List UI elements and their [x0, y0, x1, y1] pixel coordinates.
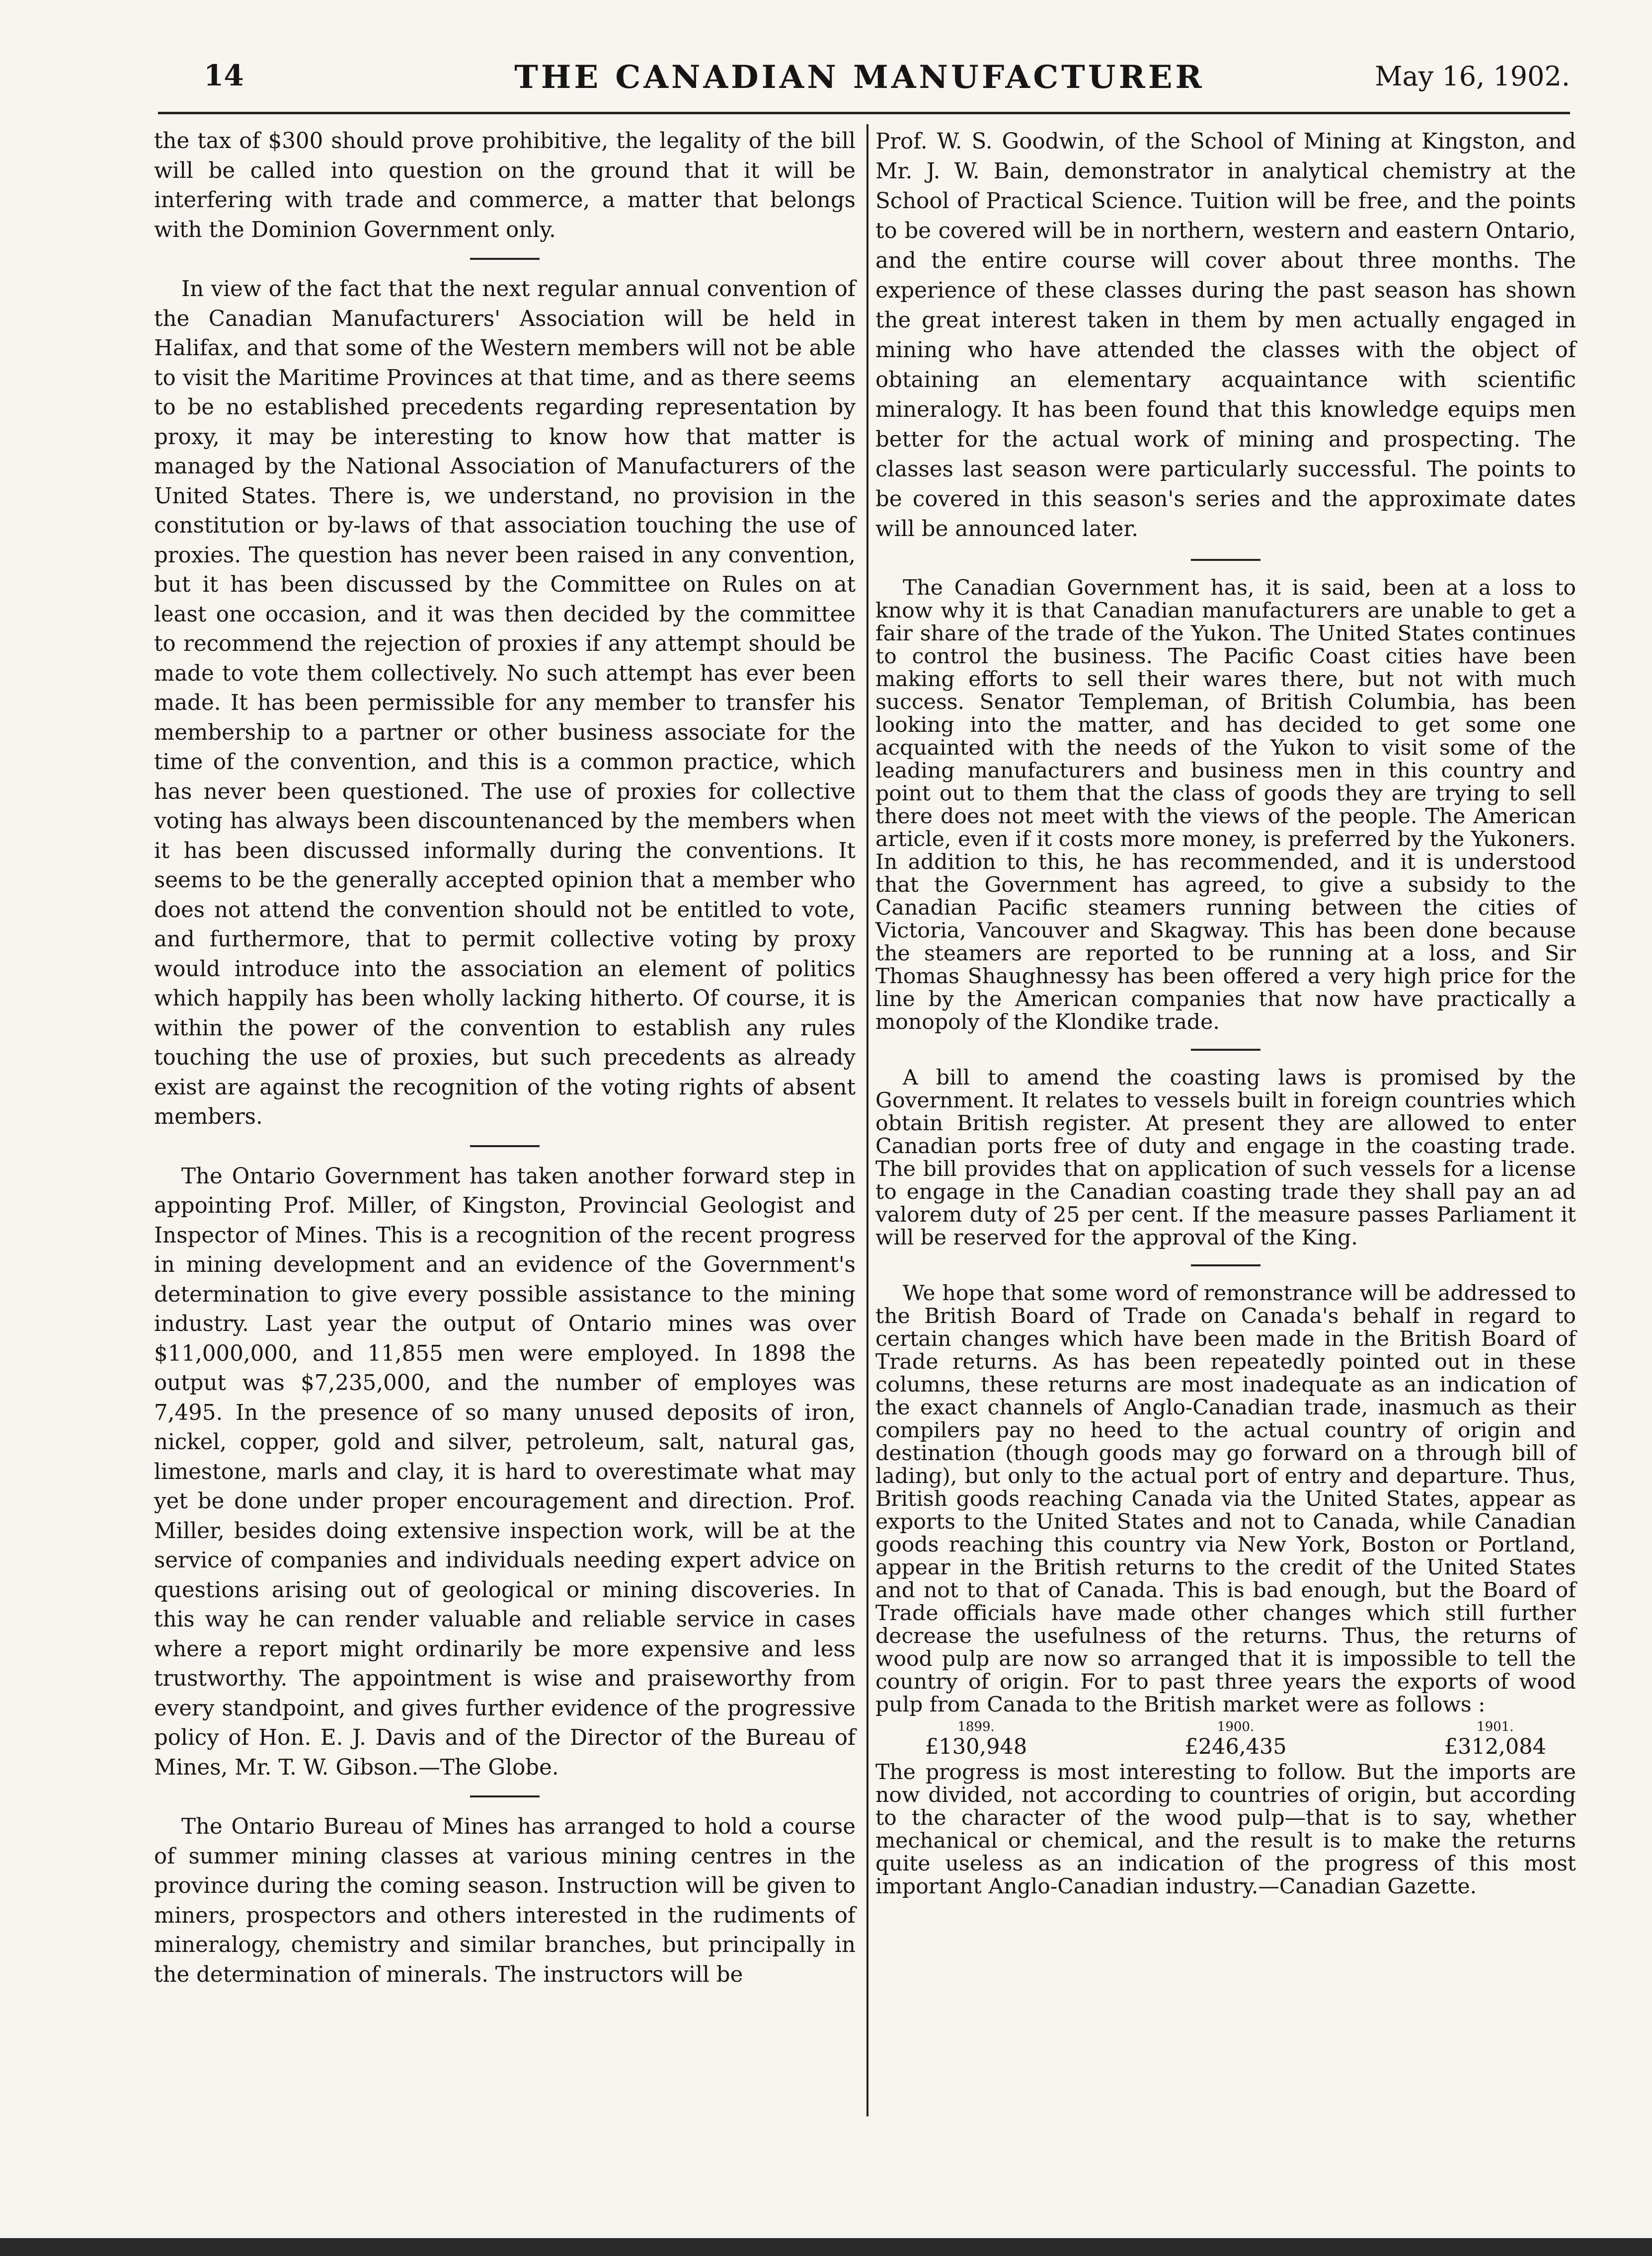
export-entry: [925, 1719, 1027, 1759]
scan-bottom-edge: [0, 2238, 1652, 2256]
export-year: 1900.: [1217, 1719, 1255, 1734]
article-coasting-laws: A bill to amend the coasting laws is promised by the Government. It relates to vessels built in foreign countries which obtain British register. At present they are allowed to enter Canadian ports free of duty and engage in the coasting trade. The bill provides that on application of such vessels for a license to engage in the Canadian coasting trade they shall pay an ad valorem duty of 25 per cent. If the measure passes Parliament it will be reserved for the approval of the King.: [875, 1066, 1576, 1250]
header-rule: [158, 112, 1570, 114]
issue-date: May 16, 1902.: [1375, 61, 1570, 92]
article-mining-classes: The Ontario Bureau of Mines has arranged to hold a course of summer mining classes at various mining centres in the province during the coming season. Instruction will be given to miners, prospectors and others interested in the rudiments of mineralogy, chemistry and similar branches, but principally in the determination of minerals. The instructors will be: [154, 1814, 856, 1987]
article-mining-classes-continuation: Prof. W. S. Goodwin, of the School of Mining at Kingston, and Mr. J. W. Bain, demonstrator in analytical chemistry at the School of Practical Science. Tuition will be free, and the points to be covered will be in northern, western and eastern Ontario, and the entire course will cover about three months. The experience of these classes during the past season has shown the great interest taken in them by men actually engaged in mining who have attended the classes with the object of obtaining an elementary acquaintance with scientific mineralogy. It has been found that this knowledge equips men better for the actual work of mining and prospecting. The classes last season were particularly successful. The points to be covered in this season's series and the approximate dates will be announced later.: [875, 129, 1576, 542]
export-value: £130,948: [925, 1734, 1027, 1759]
article-yukon-trade: The Canadian Government has, it is said, been at a loss to know why it is that Canadian manufacturers are unable to get a fair share of the trade of the Yukon. The United States continues to control the business. The Pacific Coast cities have been making efforts to sell their wares there, but not with much success. Senator Templeman, of British Columbia, has been looking into the matter, and has decided to get some one acquainted with the needs of the Yukon to visit some of the leading manufacturers and business men in this country and point out to them that the class of goods they are trying to sell there does not meet with the views of the people. The American article, even if it costs more money, is preferred by the Yukoners. In addition to this, he has recommended, and it is understood that the Government has agreed, to give a subsidy to the Canadian Pacific steamers running between the cities of Victoria, Vancouver and Skagway. This has been done because the steamers are reported to be running at a loss, and Sir Thomas Shaughnessy has been offered a very high price for the line by the American companies that now have practically a monopoly of the Klondike trade.: [875, 576, 1576, 1034]
export-entry: [1444, 1719, 1546, 1759]
masthead-title: THE CANADIAN MANUFACTURER: [514, 59, 1205, 96]
article-board-of-trade: We hope that some word of remonstrance will be addressed to the British Board of Trade on Canada's behalf in regard to certain changes which have been made in the British Board of Trade returns. As has been repeatedly pointed out in these columns, these returns are most inadequate as an indication of the exact channels of Anglo-Canadian trade, inasmuch as their compilers pay no heed to the actual country of origin and destination (though goods may go forward on a through bill of lading), but only to the actual port of entry and departure. Thus, British goods reaching Canada via the United States, appear as exports to the United States and not to Canada, while Canadian goods reaching this country via New York, Boston or Portland, appear in the British returns to the credit of the United States and not to that of Canada. This is bad enough, but the Board of Trade officials have made other changes which still further decrease the usefulness of the returns. Thus, the returns of wood pulp are now so arranged that it is impossible to tell the country of origin. For to past three years the exports of wood pulp from Canada to the British market were as follows :: [875, 1281, 1576, 1717]
article-proxy-voting: In view of the fact that the next regular annual convention of the Canadian Manufacturers' Association will be held in Halifax, and that some of the Western members will not be able to visit the Maritime Provinces at that time, and as there seems to be no established precedents regarding representation by proxy, it may be interesting to know how that matter is managed by the National Association of Manufacturers of the United States. There is, we understand, no provision in the constitution or by-laws of that association touching the use of proxies. The question has never been raised in any convention, but it has been discussed by the Committee on Rules on at least one occasion, and it was then decided by the committee to recommend the rejection of proxies if any attempt should be made to vote them collectively. No such attempt has ever been made. It has been permissible for any member to transfer his membership to a partner or other business associate for the time of the convention, and this is a common practice, which has never been questioned. The use of proxies for collective voting has always been discountenanced by the members when it has been discussed informally during the conventions. It seems to be the generally accepted opinion that a member who does not attend the convention should not be entitled to vote, and furthermore, that to permit collective voting by proxy would introduce into the association an element of politics which happily has been wholly lacking hitherto. Of course, it is within the power of the convention to establish any rules touching the use of proxies, but such precedents as already exist are against the recognition of the voting rights of absent members.: [154, 277, 856, 1129]
page-number: 14: [204, 59, 244, 92]
export-value: £312,084: [1444, 1734, 1546, 1759]
column-rule: [866, 124, 868, 2116]
export-value: £246,435: [1184, 1734, 1287, 1759]
right-column: [875, 127, 1576, 1898]
export-year: 1901.: [1477, 1719, 1514, 1734]
wood-pulp-exports-table: [875, 1719, 1576, 1759]
export-year: 1899.: [957, 1719, 995, 1734]
article-separator: [1191, 559, 1260, 561]
article-board-of-trade-conclusion: The progress is most interesting to follow. But the imports are now divided, not according to countries of origin, but according to the character of the wood pulp—that is to say, whether mechanical or chemical, and the result is to make the returns quite useless as an indication of the progress of this most important Anglo-Canadian industry.—Canadian Gazette.: [875, 1760, 1576, 1899]
article-separator: [1191, 1264, 1260, 1266]
article-separator: [470, 258, 540, 260]
article-separator: [470, 1145, 540, 1147]
article-separator: [1191, 1049, 1260, 1051]
page-header: [149, 59, 1570, 103]
export-entry: [1184, 1719, 1286, 1759]
article-tax-continuation: the tax of $300 should prove prohibitive, the legality of the bill will be called into question on the ground that it will be interfering with trade and commerce, a matter that belongs with the Dominion Government only.: [154, 129, 856, 242]
article-separator: [470, 1795, 540, 1797]
left-column: [154, 127, 856, 1990]
article-provincial-geologist: The Ontario Government has taken another forward step in appointing Prof. Miller, of Kingston, Provincial Geologist and Inspector of Mines. This is a recognition of the recent progress in mining development and an evidence of the Government's determination to give every possible assistance to the mining industry. Last year the output of Ontario mines was over $11,000,000, and 11,855 men were employed. In 1898 the output was $7,235,000, and the number of employes was 7,495. In the presence of so many unused deposits of iron, nickel, copper, gold and silver, petroleum, salt, natural gas, limestone, marls and clay, it is hard to overestimate what may yet be done under proper encouragement and direction. Prof. Miller, besides doing extensive inspection work, will be at the service of companies and individuals needing expert advice on questions arising out of geological or mining discoveries. In this way he can render valuable and reliable service in cases where a report might ordinarily be more expensive and less trustworthy. The appointment is wise and praiseworthy from every standpoint, and gives further evidence of the progressive policy of Hon. E. J. Davis and of the Director of the Bureau of Mines, Mr. T. W. Gibson.—The Globe.: [154, 1164, 856, 1780]
